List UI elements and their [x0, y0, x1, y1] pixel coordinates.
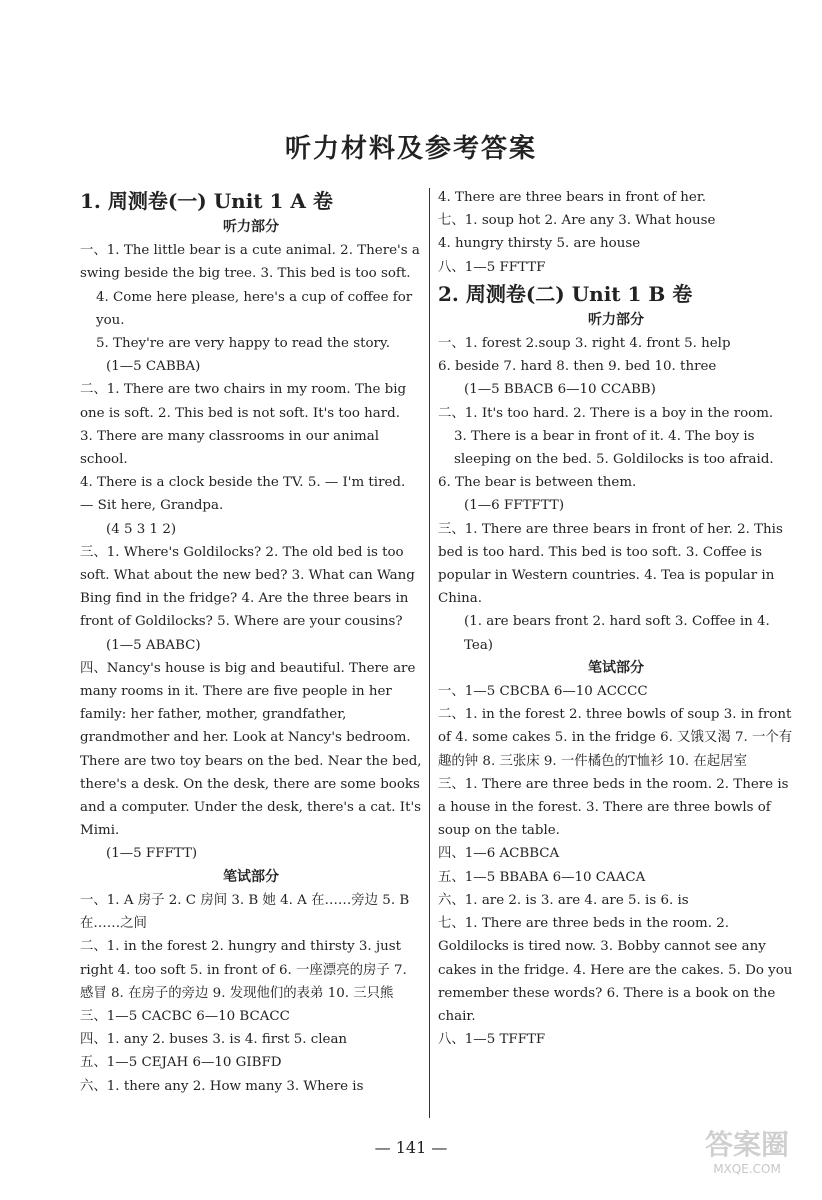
- answer-line: 四、1—6 ACBBCA: [438, 846, 560, 862]
- answer-line: 五、1—5 BBABA 6—10 CAACA: [438, 869, 646, 885]
- page-title: 听力材料及参考答案: [284, 134, 537, 164]
- answer-line: 3. There are many classrooms in our animal school.: [80, 428, 380, 468]
- answer-line: (1. are bears front 2. hard soft 3. Coffee in 4. Tea): [464, 614, 770, 653]
- answer-line: 一、1—5 CBCBA 6—10 ACCCC: [438, 684, 648, 700]
- answer-line: 七、1. There are three beds in the room. 2. Goldilocks is tired now. 3. Bobby cannot see any cakes in the fridge. 4. Here are the cakes. 5. Do you remember these words? 6. There is a book on the chair.: [438, 916, 793, 1024]
- answer-line: (1—5 ABABC): [106, 637, 201, 653]
- answer-line: 二、1. It's too hard. 2. There is a boy in the room.: [438, 405, 774, 421]
- answer-line: (1—5 CABBA): [106, 359, 201, 375]
- answer-line: 一、1. A 房子 2. C 房间 3. B 她 4. A 在……旁边 5. B 在……之间: [80, 892, 410, 932]
- answer-line: 4. hungry thirsty 5. are house: [438, 236, 641, 252]
- subsection-title: 听力部分: [588, 311, 644, 328]
- subsection-title: 笔试部分: [223, 868, 279, 885]
- answer-line: 六、1. there any 2. How many 3. Where is: [80, 1078, 364, 1094]
- right-column: [438, 186, 794, 1051]
- answer-line: 4. There is a clock beside the TV. 5. — I'm tired. — Sit here, Grandpa.: [80, 475, 406, 514]
- answer-line: 四、1. any 2. buses 3. is 4. first 5. clean: [80, 1032, 348, 1048]
- answer-line: 六、1. are 2. is 3. are 4. are 5. is 6. is: [438, 892, 689, 908]
- answer-line: 四、Nancy's house is big and beautiful. There are many rooms in it. There are five people in her family: her father, mother, grandfather, grandmother and her. Look at Nancy's bedroom. There are two toy bears on the bed. Near the bed, there's a desk. On the desk, there are some books and a computer. Under the desk, there's a cat. It's Mimi.: [80, 660, 422, 839]
- answer-line: 七、1. soup hot 2. Are any 3. What house: [438, 213, 716, 229]
- answer-line: 八、1—5 TFFTF: [438, 1032, 546, 1048]
- answer-line: 三、1. There are three beds in the room. 2. There is a house in the forest. 3. There are three bowls of soup on the table.: [438, 776, 789, 839]
- answer-line: 三、1. There are three bears in front of her. 2. This bed is too hard. This bed is too soft. 3. Coffee is popular in Western countries. 4. Tea is popular in China.: [438, 521, 783, 607]
- answer-line: 4. Come here please, here's a cup of coffee for you.: [96, 289, 413, 328]
- column-divider: [429, 188, 430, 1118]
- section-title: 1. 周测卷(一) Unit 1 A 卷: [80, 189, 333, 213]
- watermark-text: 答案圈: [704, 1128, 789, 1161]
- left-column: [80, 186, 422, 1098]
- subsection-title: 听力部分: [223, 219, 279, 235]
- watermark-logo: [692, 1128, 802, 1188]
- answer-line: 6. beside 7. hard 8. then 9. bed 10. three: [438, 359, 717, 375]
- answer-line: (1—5 BBACB 6—10 CCABB): [464, 382, 656, 398]
- answer-line: 八、1—5 FFTTF: [438, 259, 546, 275]
- watermark-url: MXQE.COM: [713, 1162, 781, 1176]
- answer-line: 二、1. in the forest 2. three bowls of soup 3. in front of 4. some cakes 5. in the fridge 6. 又饿又渴 7. 一个有趣的钟 8. 三张床 9. 一件橘色的T恤衫 10. 在起居室: [438, 707, 793, 769]
- answer-line: 二、1. There are two chairs in my room. The big one is soft. 2. This bed is not soft. It's too hard.: [80, 382, 407, 421]
- answer-line: 5. They're are very happy to read the story.: [96, 336, 390, 352]
- answer-line: 3. There is a bear in front of it. 4. The boy is sleeping on the bed. 5. Goldilocks is too afraid.: [454, 428, 774, 468]
- answer-line: (1—5 FFFTT): [106, 846, 198, 862]
- section-title: 2. 周测卷(二) Unit 1 B 卷: [438, 281, 693, 306]
- subsection-title: 笔试部分: [588, 659, 644, 676]
- answer-line: 五、1—5 CEJAH 6—10 GIBFD: [80, 1055, 282, 1071]
- answer-line: 一、1. The little bear is a cute animal. 2. There's a swing beside the big tree. 3. This bed is too soft.: [80, 243, 420, 282]
- answer-line: (1—6 FFTFTT): [464, 498, 565, 514]
- page-number: — 141 —: [374, 1138, 448, 1157]
- answer-line: 二、1. in the forest 2. hungry and thirsty 3. just right 4. too soft 5. in front of 6. 一座漂亮的房子 7. 感冒 8. 在房子的旁边 9. 发现他们的表弟 10. 三只熊: [80, 939, 407, 1001]
- answer-line: 三、1—5 CACBC 6—10 BCACC: [80, 1008, 290, 1024]
- answer-line: 一、1. forest 2.soup 3. right 4. front 5. help: [438, 336, 731, 352]
- answer-line: 6. The bear is between them.: [438, 475, 637, 491]
- answer-line: 4. There are three bears in front of her.: [438, 190, 707, 205]
- answer-line: 三、1. Where's Goldilocks? 2. The old bed is too soft. What about the new bed? 3. What can Wang Bing find in the fridge? 4. Are the three bears in front of Goldilocks? 5. Where are your cousins?: [80, 544, 415, 630]
- answer-line: (4 5 3 1 2): [106, 521, 177, 537]
